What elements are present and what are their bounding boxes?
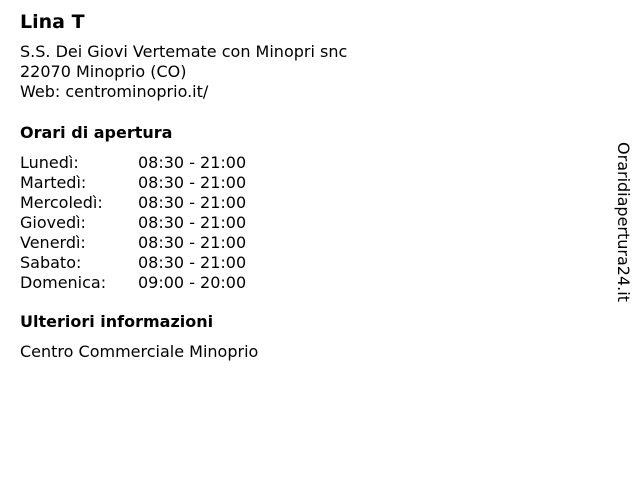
- time-range: 09:00 - 20:00: [138, 273, 247, 292]
- address-city: 22070 Minoprio (CO): [20, 62, 187, 81]
- hours-row-friday: [20, 233, 600, 253]
- day-label: Domenica:: [20, 273, 107, 292]
- day-label: Giovedì:: [20, 213, 86, 232]
- store-website: Web: centrominoprio.it/: [20, 82, 209, 101]
- time-range: 08:30 - 21:00: [138, 213, 247, 232]
- day-label: Mercoledì:: [20, 193, 103, 212]
- more-info-heading: Ulteriori informazioni: [20, 312, 214, 331]
- hours-row-wednesday: [20, 193, 600, 213]
- time-range: 08:30 - 21:00: [138, 253, 247, 272]
- hours-row-saturday: [20, 253, 600, 273]
- site-watermark: Oraridiapertura24.it: [614, 142, 633, 302]
- store-address: [20, 42, 600, 102]
- opening-hours-heading: Orari di apertura: [20, 123, 173, 142]
- day-label: Lunedì:: [20, 153, 79, 172]
- opening-hours-table: [20, 153, 600, 293]
- hours-row-monday: [20, 153, 600, 173]
- time-range: 08:30 - 21:00: [138, 193, 247, 212]
- time-range: 08:30 - 21:00: [138, 173, 247, 192]
- hours-row-thursday: [20, 213, 600, 233]
- day-label: Venerdì:: [20, 233, 86, 252]
- address-street: S.S. Dei Giovi Vertemate con Minopri snc: [20, 42, 348, 61]
- store-name: Lina T: [20, 11, 85, 33]
- more-info-text: Centro Commerciale Minoprio: [20, 342, 259, 361]
- day-label: Sabato:: [20, 253, 82, 272]
- store-info-panel: [20, 10, 600, 362]
- hours-row-tuesday: [20, 173, 600, 193]
- time-range: 08:30 - 21:00: [138, 233, 247, 252]
- day-label: Martedì:: [20, 173, 87, 192]
- hours-row-sunday: [20, 273, 600, 293]
- time-range: 08:30 - 21:00: [138, 153, 247, 172]
